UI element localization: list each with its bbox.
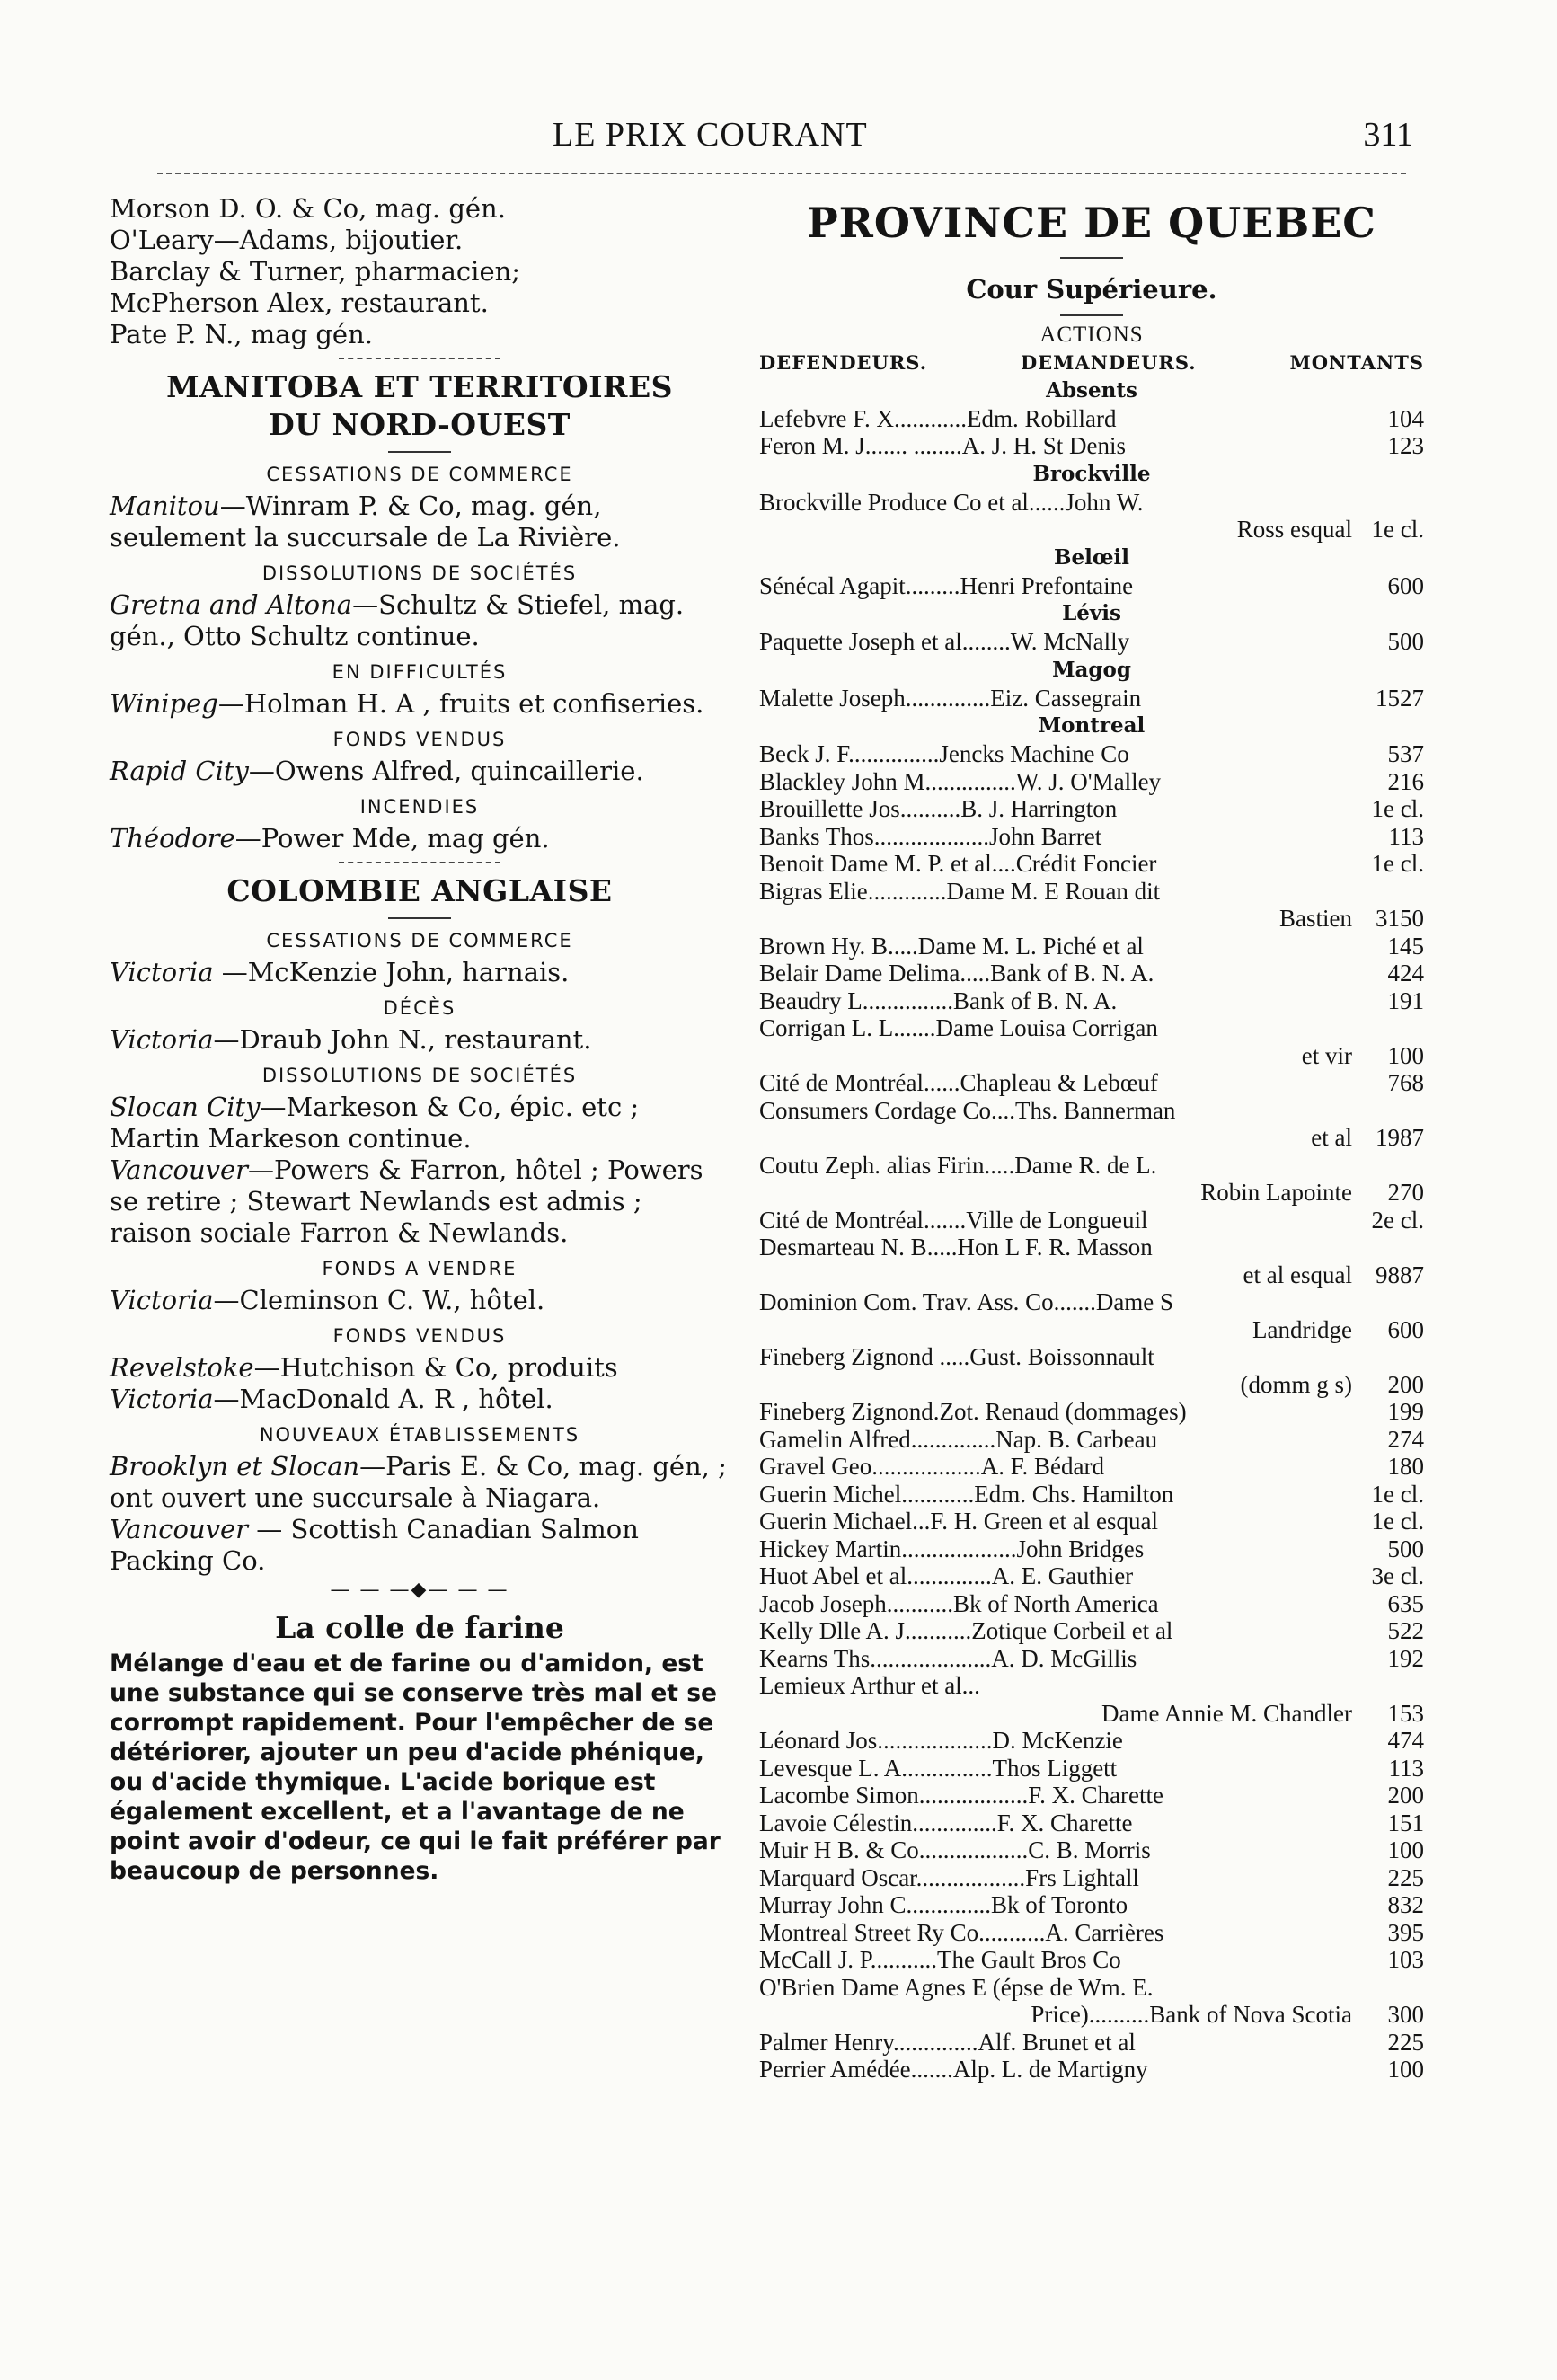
action-row: [759, 768, 1424, 796]
action-parties: Banks Thos...................John Barret: [759, 822, 1102, 850]
action-parties: Sénécal Agapit.........Henri Prefontaine: [759, 571, 1134, 599]
entry-text: — Scottish Canadian Salmon Packing Co.: [110, 1514, 639, 1576]
action-row: [759, 2001, 1424, 2029]
action-parties: Paquette Joseph et al........W. McNally: [759, 628, 1130, 655]
action-amount: 199: [1387, 1398, 1424, 1425]
action-parties: O'Brien Dame Agnes E (épse de Wm. E.: [759, 1973, 1154, 2001]
entry-text: —Draub John N., restaurant.: [213, 1024, 592, 1055]
section-heading: NOUVEAUX ÉTABLISSEMENTS: [259, 1424, 580, 1446]
city-heading: Montreal: [1038, 713, 1146, 738]
city-heading: Magog: [1052, 657, 1131, 682]
action-amount: 274: [1387, 1425, 1424, 1453]
section-heading: EN DIFFICULTÉS: [332, 661, 508, 683]
entry: [110, 589, 730, 652]
action-parties: Landridge: [1252, 1315, 1352, 1343]
divider: [388, 917, 451, 919]
entry: [110, 957, 730, 988]
city-heading: Lévis: [1062, 601, 1121, 625]
action-parties: Feron M. J....... ........A. J. H. St Denis: [759, 432, 1127, 459]
action-parties: Blackley John M...............W. J. O'Malley: [759, 767, 1162, 795]
action-amount: 424: [1387, 960, 1424, 987]
action-amount: 153: [1387, 1699, 1424, 1727]
action-row: [759, 1343, 1424, 1371]
column-headers: [759, 349, 1424, 376]
divider: [339, 862, 500, 863]
entry: [110, 1092, 730, 1155]
province-title: PROVINCE DE QUEBEC: [807, 199, 1376, 247]
action-parties: Brockville Produce Co et al......John W.: [759, 488, 1144, 516]
action-row: [759, 1152, 1424, 1180]
action-row: [759, 1179, 1424, 1207]
entry: [110, 1514, 730, 1577]
entry-text: —Powers & Farron, hôtel ; Powers se retire ; Stewart Newlands est admis ; raison sociale Farron & Newlands.: [110, 1155, 703, 1248]
entry-place: Théodore: [110, 823, 235, 854]
action-parties: Huot Abel et al..............A. E. Gauthier: [759, 1562, 1134, 1589]
action-row: [759, 1426, 1424, 1454]
entry-place: Victoria: [110, 1024, 214, 1055]
action-row: [759, 1891, 1424, 1919]
intro-line: McPherson Alex, restaurant.: [110, 288, 489, 318]
action-parties: Ross esqual: [1236, 516, 1352, 543]
action-parties: Lemieux Arthur et al...: [759, 1672, 980, 1699]
action-row: [759, 740, 1424, 768]
action-row: [759, 1864, 1424, 1892]
action-parties: Kelly Dlle A. J...........Zotique Corbeil et al: [759, 1617, 1173, 1644]
page-header: [0, 115, 1557, 160]
action-amount: 537: [1387, 740, 1424, 767]
entry-text: —Power Mde, mag gén.: [234, 823, 550, 854]
entry: [110, 1451, 730, 1514]
action-parties: Muir H B. & Co..................C. B. Morris: [759, 1836, 1151, 1863]
entry-place: Victoria: [110, 1285, 214, 1315]
action-row: [759, 489, 1424, 517]
action-row: [759, 1042, 1424, 1070]
action-parties: Malette Joseph..............Eiz. Cassegrain: [759, 684, 1142, 712]
action-amount: 113: [1388, 822, 1424, 850]
action-parties: Corrigan L. L.......Dame Louisa Corrigan: [759, 1014, 1158, 1041]
entry-place: Revelstoke: [110, 1352, 254, 1383]
action-amount: 1e cl.: [1371, 850, 1424, 877]
action-parties: Consumers Cordage Co....Ths. Bannerman: [759, 1096, 1176, 1124]
entry: [110, 1285, 730, 1316]
action-amount: 600: [1387, 1315, 1424, 1343]
action-row: [759, 1974, 1424, 2002]
action-amount: 500: [1387, 1535, 1424, 1562]
action-amount: 500: [1387, 628, 1424, 655]
action-amount: 100: [1387, 1041, 1424, 1069]
action-row: [759, 1288, 1424, 1316]
action-amount: 192: [1387, 1644, 1424, 1672]
city-heading: Brockville: [1032, 461, 1151, 486]
colombie-title: COLOMBIE ANGLAISE: [226, 873, 613, 908]
action-parties: McCall J. P...........The Gault Bros Co: [759, 1946, 1121, 1973]
action-amount: 768: [1387, 1069, 1424, 1096]
section-heading: DISSOLUTIONS DE SOCIÉTÉS: [261, 562, 578, 584]
page-number: 311: [1363, 116, 1413, 154]
colombie-sections: [110, 925, 730, 1577]
section-heading: FONDS VENDUS: [332, 1325, 507, 1347]
action-row: [759, 795, 1424, 823]
entry-text: —Cleminson C. W., hôtel.: [213, 1285, 545, 1315]
right-column: [759, 198, 1424, 2084]
entry-place: Brooklyn et Slocan: [110, 1451, 360, 1482]
action-parties: Bastien: [1279, 905, 1352, 932]
action-row: [759, 850, 1424, 878]
action-parties: Montreal Street Ry Co...........A. Carrières: [759, 1918, 1164, 1946]
action-amount: 1987: [1376, 1124, 1424, 1151]
section-heading: FONDS VENDUS: [332, 729, 507, 750]
action-row: [759, 1672, 1424, 1700]
intro-line: Pate P. N., mag gén.: [110, 319, 373, 349]
action-row: [759, 1097, 1424, 1125]
action-amount: 474: [1387, 1727, 1424, 1754]
col-defendeurs: DEFENDEURS.: [759, 350, 928, 374]
action-amount: 522: [1387, 1617, 1424, 1644]
intro-line: Barclay & Turner, pharmacien;: [110, 256, 521, 287]
action-parties: Jacob Joseph...........Bk of North America: [759, 1589, 1159, 1617]
entry-text: —Winram P. & Co, mag. gén, seulement la succursale de La Rivière.: [110, 491, 621, 553]
action-row: [759, 1508, 1424, 1535]
action-row: [759, 1645, 1424, 1673]
action-amount: 1e cl.: [1371, 795, 1424, 822]
action-row: [759, 1481, 1424, 1509]
col-demandeurs: DEMANDEURS.: [1020, 350, 1197, 374]
action-amount: 151: [1387, 1809, 1424, 1836]
action-parties: Guerin Michel............Edm. Chs. Hamilton: [759, 1480, 1174, 1508]
divider: [1060, 314, 1123, 316]
action-row: [759, 1919, 1424, 1947]
divider: [339, 358, 500, 359]
action-row: [759, 2056, 1424, 2084]
action-row: [759, 823, 1424, 851]
section-heading: CESSATIONS DE COMMERCE: [266, 930, 573, 951]
intro-line: O'Leary—Adams, bijoutier.: [110, 225, 464, 255]
action-amount: 1e cl.: [1371, 1480, 1424, 1508]
action-row: [759, 572, 1424, 600]
action-row: [759, 1124, 1424, 1152]
action-parties: Hickey Martin...................John Bridges: [759, 1535, 1145, 1562]
action-amount: 123: [1387, 432, 1424, 459]
actions-heading: ACTIONS: [1039, 323, 1144, 347]
action-amount: 600: [1387, 571, 1424, 599]
action-parties: Price)..........Bank of Nova Scotia: [1031, 2001, 1352, 2028]
entry-text: —Paris E. & Co, mag. gén, ; ont ouvert une succursale à Niagara.: [110, 1451, 727, 1513]
action-parties: Desmarteau N. B.....Hon L F. R. Masson: [759, 1234, 1153, 1261]
entry: [110, 1384, 730, 1415]
action-amount: 3e cl.: [1371, 1562, 1424, 1589]
action-row: [759, 516, 1424, 544]
action-row: [759, 1590, 1424, 1618]
action-amount: 180: [1387, 1453, 1424, 1480]
action-row: [759, 1069, 1424, 1097]
action-row: [759, 878, 1424, 906]
action-amount: 300: [1387, 2001, 1424, 2028]
action-parties: Murray John C..............Bk of Toronto: [759, 1891, 1128, 1918]
action-parties: Léonard Jos...................D. McKenzie: [759, 1727, 1123, 1754]
action-amount: 104: [1387, 404, 1424, 432]
action-row: [759, 1809, 1424, 1837]
action-parties: Belair Dame Delima.....Bank of B. N. A.: [759, 960, 1154, 987]
entry: [110, 756, 730, 787]
action-parties: Dominion Com. Trav. Ass. Co.......Dame S: [759, 1288, 1174, 1315]
action-row: [759, 933, 1424, 960]
divider: [388, 451, 451, 453]
action-row: [759, 960, 1424, 987]
action-row: [759, 1562, 1424, 1590]
action-amount: 1527: [1376, 684, 1424, 712]
action-parties: et al: [1311, 1124, 1352, 1151]
entry-place: Vancouver: [110, 1155, 249, 1185]
entry-place: Victoria: [110, 1384, 214, 1414]
action-row: [759, 685, 1424, 712]
action-parties: Perrier Amédée.......Alp. L. de Martigny: [759, 2056, 1148, 2083]
action-parties: Gravel Geo..................A. F. Bédard: [759, 1453, 1105, 1480]
action-amount: 100: [1387, 2056, 1424, 2083]
action-parties: Fineberg Zignond .....Gust. Boissonnault: [759, 1343, 1154, 1370]
action-amount: 191: [1387, 987, 1424, 1014]
action-row: [759, 1371, 1424, 1399]
running-title: LE PRIX COURANT: [553, 116, 868, 154]
entry-text: —MacDonald A. R , hôtel.: [213, 1384, 553, 1414]
manitoba-title-1: MANITOBA ET TERRITOIRES: [166, 369, 673, 404]
action-amount: 635: [1387, 1589, 1424, 1617]
action-amount: 100: [1387, 1836, 1424, 1863]
entry-text: —Markeson & Co, épic. etc ; Martin Markeson continue.: [110, 1092, 640, 1154]
action-row: [759, 2029, 1424, 2057]
action-row: [759, 1535, 1424, 1563]
entry-place: Gretna and Altona: [110, 589, 353, 620]
section-heading: CESSATIONS DE COMMERCE: [266, 464, 573, 485]
entry: [110, 823, 730, 854]
action-amount: 395: [1387, 1918, 1424, 1946]
actions-list: [759, 376, 1424, 2084]
intro-list: [110, 193, 730, 350]
action-parties: Lefebvre F. X............Edm. Robillard: [759, 404, 1117, 432]
action-row: [759, 1755, 1424, 1783]
action-parties: Lavoie Célestin..............F. X. Charette: [759, 1809, 1133, 1836]
action-row: [759, 405, 1424, 433]
ornament-divider: — — —◆— — —: [330, 1579, 509, 1601]
action-parties: et al esqual: [1243, 1261, 1352, 1288]
action-amount: 103: [1387, 1946, 1424, 1973]
action-row: [759, 1014, 1424, 1042]
section-heading: FONDS A VENDRE: [322, 1258, 518, 1279]
action-row: [759, 1700, 1424, 1728]
action-amount: 832: [1387, 1891, 1424, 1918]
colle-title: La colle de farine: [275, 1610, 564, 1645]
action-row: [759, 1207, 1424, 1234]
action-amount: 200: [1387, 1782, 1424, 1809]
action-parties: et vir: [1301, 1041, 1352, 1069]
entry: [110, 1155, 730, 1249]
action-parties: Robin Lapointe: [1200, 1179, 1352, 1206]
action-parties: Gamelin Alfred..............Nap. B. Carbeau: [759, 1425, 1158, 1453]
entry-text: —Schultz & Stiefel, mag. gén., Otto Schultz continue.: [110, 589, 685, 651]
court-name: Cour Supérieure.: [966, 274, 1217, 305]
action-row: [759, 432, 1424, 460]
action-amount: 1e cl.: [1371, 1508, 1424, 1535]
col-montants: MONTANTS: [1289, 350, 1424, 374]
entry-place: Victoria: [110, 957, 214, 987]
action-row: [759, 1727, 1424, 1755]
action-amount: 2e cl.: [1371, 1206, 1424, 1234]
action-parties: Palmer Henry..............Alf. Brunet et al: [759, 2028, 1136, 2056]
action-parties: Beaudry L...............Bank of B. N. A.: [759, 987, 1118, 1014]
action-row: [759, 628, 1424, 656]
entry-place: Vancouver: [110, 1514, 249, 1544]
action-parties: Dame Annie M. Chandler: [1101, 1699, 1352, 1727]
manitoba-sections: [110, 458, 730, 854]
action-parties: Marquard Oscar..................Frs Lightall: [759, 1863, 1139, 1891]
action-amount: 1e cl.: [1371, 516, 1424, 543]
header-divider: [157, 173, 1406, 174]
action-row: [759, 987, 1424, 1015]
action-parties: Cité de Montréal......Chapleau & Lebœuf: [759, 1069, 1158, 1096]
action-amount: 225: [1387, 2028, 1424, 2056]
section-heading: DÉCÈS: [383, 997, 456, 1019]
action-row: [759, 905, 1424, 933]
action-amount: 113: [1388, 1754, 1424, 1782]
entry: [110, 1352, 730, 1384]
entry-place: Rapid City: [110, 756, 249, 786]
action-parties: Lacombe Simon..................F. X. Charette: [759, 1782, 1164, 1809]
city-heading: Absents: [1046, 377, 1137, 403]
intro-line: Morson D. O. & Co, mag. gén.: [110, 193, 506, 224]
entry: [110, 688, 730, 720]
action-row: [759, 1261, 1424, 1289]
entry: [110, 1024, 730, 1056]
entry-place: Winipeg: [110, 688, 218, 719]
action-row: [759, 1946, 1424, 1974]
action-amount: 216: [1387, 767, 1424, 795]
action-parties: Beck J. F...............Jencks Machine Co: [759, 740, 1129, 767]
entry-place: Manitou: [110, 491, 220, 521]
action-parties: Coutu Zeph. alias Firin.....Dame R. de L.: [759, 1151, 1157, 1179]
action-parties: Brown Hy. B.....Dame M. L. Piché et al: [759, 932, 1144, 960]
section-heading: DISSOLUTIONS DE SOCIÉTÉS: [261, 1065, 578, 1086]
action-amount: 3150: [1376, 905, 1424, 932]
action-amount: 145: [1387, 932, 1424, 960]
action-parties: Levesque L. A...............Thos Liggett: [759, 1754, 1118, 1782]
action-parties: Bigras Elie.............Dame M. E Rouan dit: [759, 877, 1161, 905]
entry-text: —McKenzie John, harnais.: [213, 957, 570, 987]
colle-text: Mélange d'eau et de farine ou d'amidon, est une substance qui se conserve très mal et se corrompt rapidement. Pour l'empêcher de se détériorer, ajouter un peu d'acide phénique, ou d'acide thymique. L'acide borique est également excellent, et a l'avantage de ne point avoir d'odeur, ce qui le fait préférer par beaucoup de personnes.: [110, 1650, 721, 1885]
action-row: [759, 1398, 1424, 1426]
entry-text: —Hutchison & Co, produits: [253, 1352, 618, 1383]
action-row: [759, 1453, 1424, 1481]
city-heading: Belœil: [1054, 544, 1129, 570]
action-row: [759, 1617, 1424, 1645]
action-parties: Guerin Michael...F. H. Green et al esqual: [759, 1508, 1158, 1535]
entry-text: —Owens Alfred, quincaillerie.: [248, 756, 644, 786]
action-amount: 200: [1387, 1370, 1424, 1398]
action-parties: Fineberg Zignond.Zot. Renaud (dommages): [759, 1398, 1187, 1425]
action-amount: 225: [1387, 1863, 1424, 1891]
section-heading: INCENDIES: [359, 796, 480, 818]
entry-text: —Holman H. A , fruits et confiseries.: [217, 688, 704, 719]
left-column: [110, 193, 730, 1886]
action-parties: Brouillette Jos..........B. J. Harrington: [759, 795, 1118, 822]
action-row: [759, 1782, 1424, 1809]
action-row: [759, 1234, 1424, 1261]
action-parties: Kearns Ths....................A. D. McGillis: [759, 1644, 1137, 1672]
manitoba-title-2: DU NORD-OUEST: [269, 407, 571, 442]
action-row: [759, 1836, 1424, 1864]
action-row: [759, 1316, 1424, 1344]
entry: [110, 491, 730, 553]
action-parties: Cité de Montréal.......Ville de Longueuil: [759, 1206, 1148, 1234]
divider: [1060, 257, 1123, 259]
action-amount: 9887: [1376, 1261, 1424, 1288]
entry-place: Slocan City: [110, 1092, 261, 1122]
action-parties: Benoit Dame M. P. et al....Crédit Foncier: [759, 850, 1157, 877]
action-amount: 270: [1387, 1179, 1424, 1206]
action-parties: (domm g s): [1240, 1370, 1352, 1398]
